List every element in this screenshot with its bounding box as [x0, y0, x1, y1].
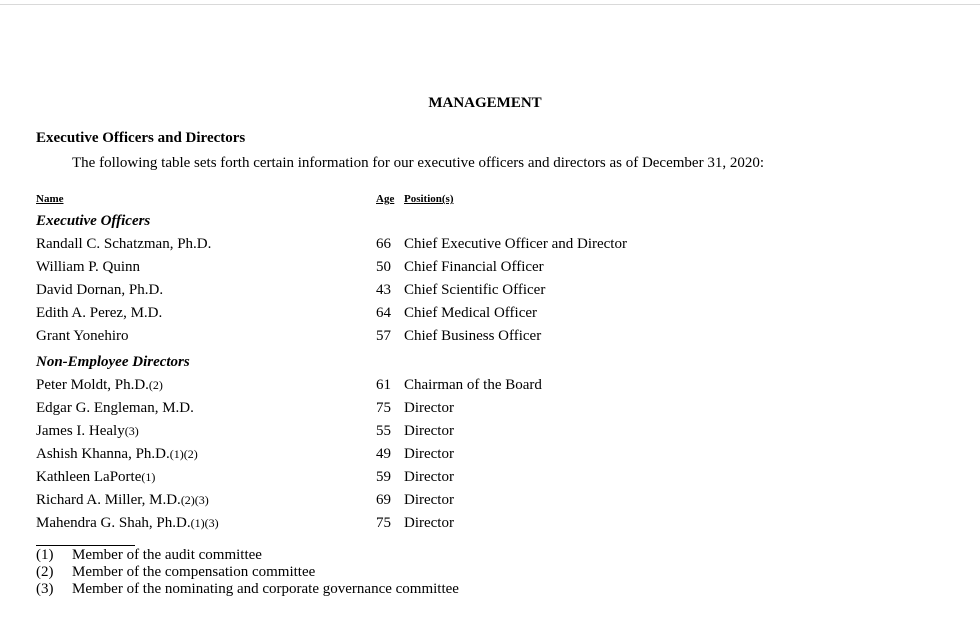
- officer-position: Chief Business Officer: [404, 328, 542, 344]
- director-age: 69: [376, 492, 391, 508]
- officer-age: 57: [376, 328, 391, 344]
- director-age: 49: [376, 446, 391, 462]
- director-age: 61: [376, 377, 391, 393]
- table-row: [0, 446, 980, 466]
- director-position: Director: [404, 492, 454, 508]
- footnote-number: (1): [36, 547, 54, 563]
- table-row: [0, 469, 980, 489]
- footnote-divider: [36, 545, 135, 546]
- column-header-position: Position(s): [404, 193, 454, 205]
- officer-name: Grant Yonehiro: [36, 328, 129, 344]
- table-row: [0, 423, 980, 443]
- footnote-number: (3): [36, 581, 54, 597]
- director-name: Edgar G. Engleman, M.D.: [36, 400, 194, 416]
- intro-paragraph: The following table sets forth certain information for our executive officers and directors as of December 31, 2020:: [72, 155, 764, 171]
- director-name: Richard A. Miller, M.D.(2)(3): [36, 492, 209, 508]
- table-row: [0, 328, 980, 348]
- table-row: [0, 377, 980, 397]
- officer-age: 64: [376, 305, 391, 321]
- officer-position: Chief Scientific Officer: [404, 282, 546, 298]
- director-name: Mahendra G. Shah, Ph.D.(1)(3): [36, 515, 219, 531]
- section-title: Executive Officers and Directors: [36, 130, 246, 146]
- officer-position: Chief Financial Officer: [404, 259, 544, 275]
- director-age: 59: [376, 469, 391, 485]
- director-position: Director: [404, 469, 454, 485]
- director-name: Ashish Khanna, Ph.D.(1)(2): [36, 446, 198, 462]
- director-name: Kathleen LaPorte(1): [36, 469, 156, 485]
- director-position: Chairman of the Board: [404, 377, 542, 393]
- director-position: Director: [404, 423, 454, 439]
- table-row: [0, 236, 980, 256]
- director-age: 55: [376, 423, 391, 439]
- officer-name: David Dornan, Ph.D.: [36, 282, 164, 298]
- footnote-text: Member of the nominating and corporate governance committee: [72, 581, 459, 597]
- table-row: [0, 305, 980, 325]
- column-header-age: Age: [376, 193, 395, 205]
- director-age: 75: [376, 515, 391, 531]
- officer-age: 50: [376, 259, 391, 275]
- top-divider: [0, 4, 980, 5]
- director-name: Peter Moldt, Ph.D.(2): [36, 377, 163, 393]
- director-name: James I. Healy(3): [36, 423, 139, 439]
- footnote-number: (2): [36, 564, 54, 580]
- table-row: [0, 515, 980, 535]
- officer-name: Randall C. Schatzman, Ph.D.: [36, 236, 212, 252]
- footnote-reference: (2)(3): [180, 493, 209, 507]
- footnote-reference: (3): [124, 424, 139, 438]
- footnote-text: Member of the compensation committee: [72, 564, 316, 580]
- group-label-non-employee-directors: Non-Employee Directors: [36, 354, 190, 370]
- footnote-reference: (2): [148, 378, 163, 392]
- column-header-name: Name: [36, 193, 64, 205]
- officer-name: Edith A. Perez, M.D.: [36, 305, 163, 321]
- director-position: Director: [404, 446, 454, 462]
- table-row: [0, 400, 980, 420]
- officer-age: 66: [376, 236, 391, 252]
- director-age: 75: [376, 400, 391, 416]
- officer-age: 43: [376, 282, 391, 298]
- director-position: Director: [404, 515, 454, 531]
- officer-position: Chief Executive Officer and Director: [404, 236, 627, 252]
- officer-name: William P. Quinn: [36, 259, 140, 275]
- footnote-reference: (1): [141, 470, 156, 484]
- table-row: [0, 282, 980, 302]
- footnote-text: Member of the audit committee: [72, 547, 262, 563]
- footnote-reference: (1)(3): [190, 516, 219, 530]
- officer-position: Chief Medical Officer: [404, 305, 538, 321]
- page-heading: MANAGEMENT: [428, 95, 542, 111]
- group-label-executive-officers: Executive Officers: [36, 213, 151, 229]
- table-row: [0, 492, 980, 512]
- director-position: Director: [404, 400, 454, 416]
- footnote-reference: (1)(2): [169, 447, 198, 461]
- table-row: [0, 259, 980, 279]
